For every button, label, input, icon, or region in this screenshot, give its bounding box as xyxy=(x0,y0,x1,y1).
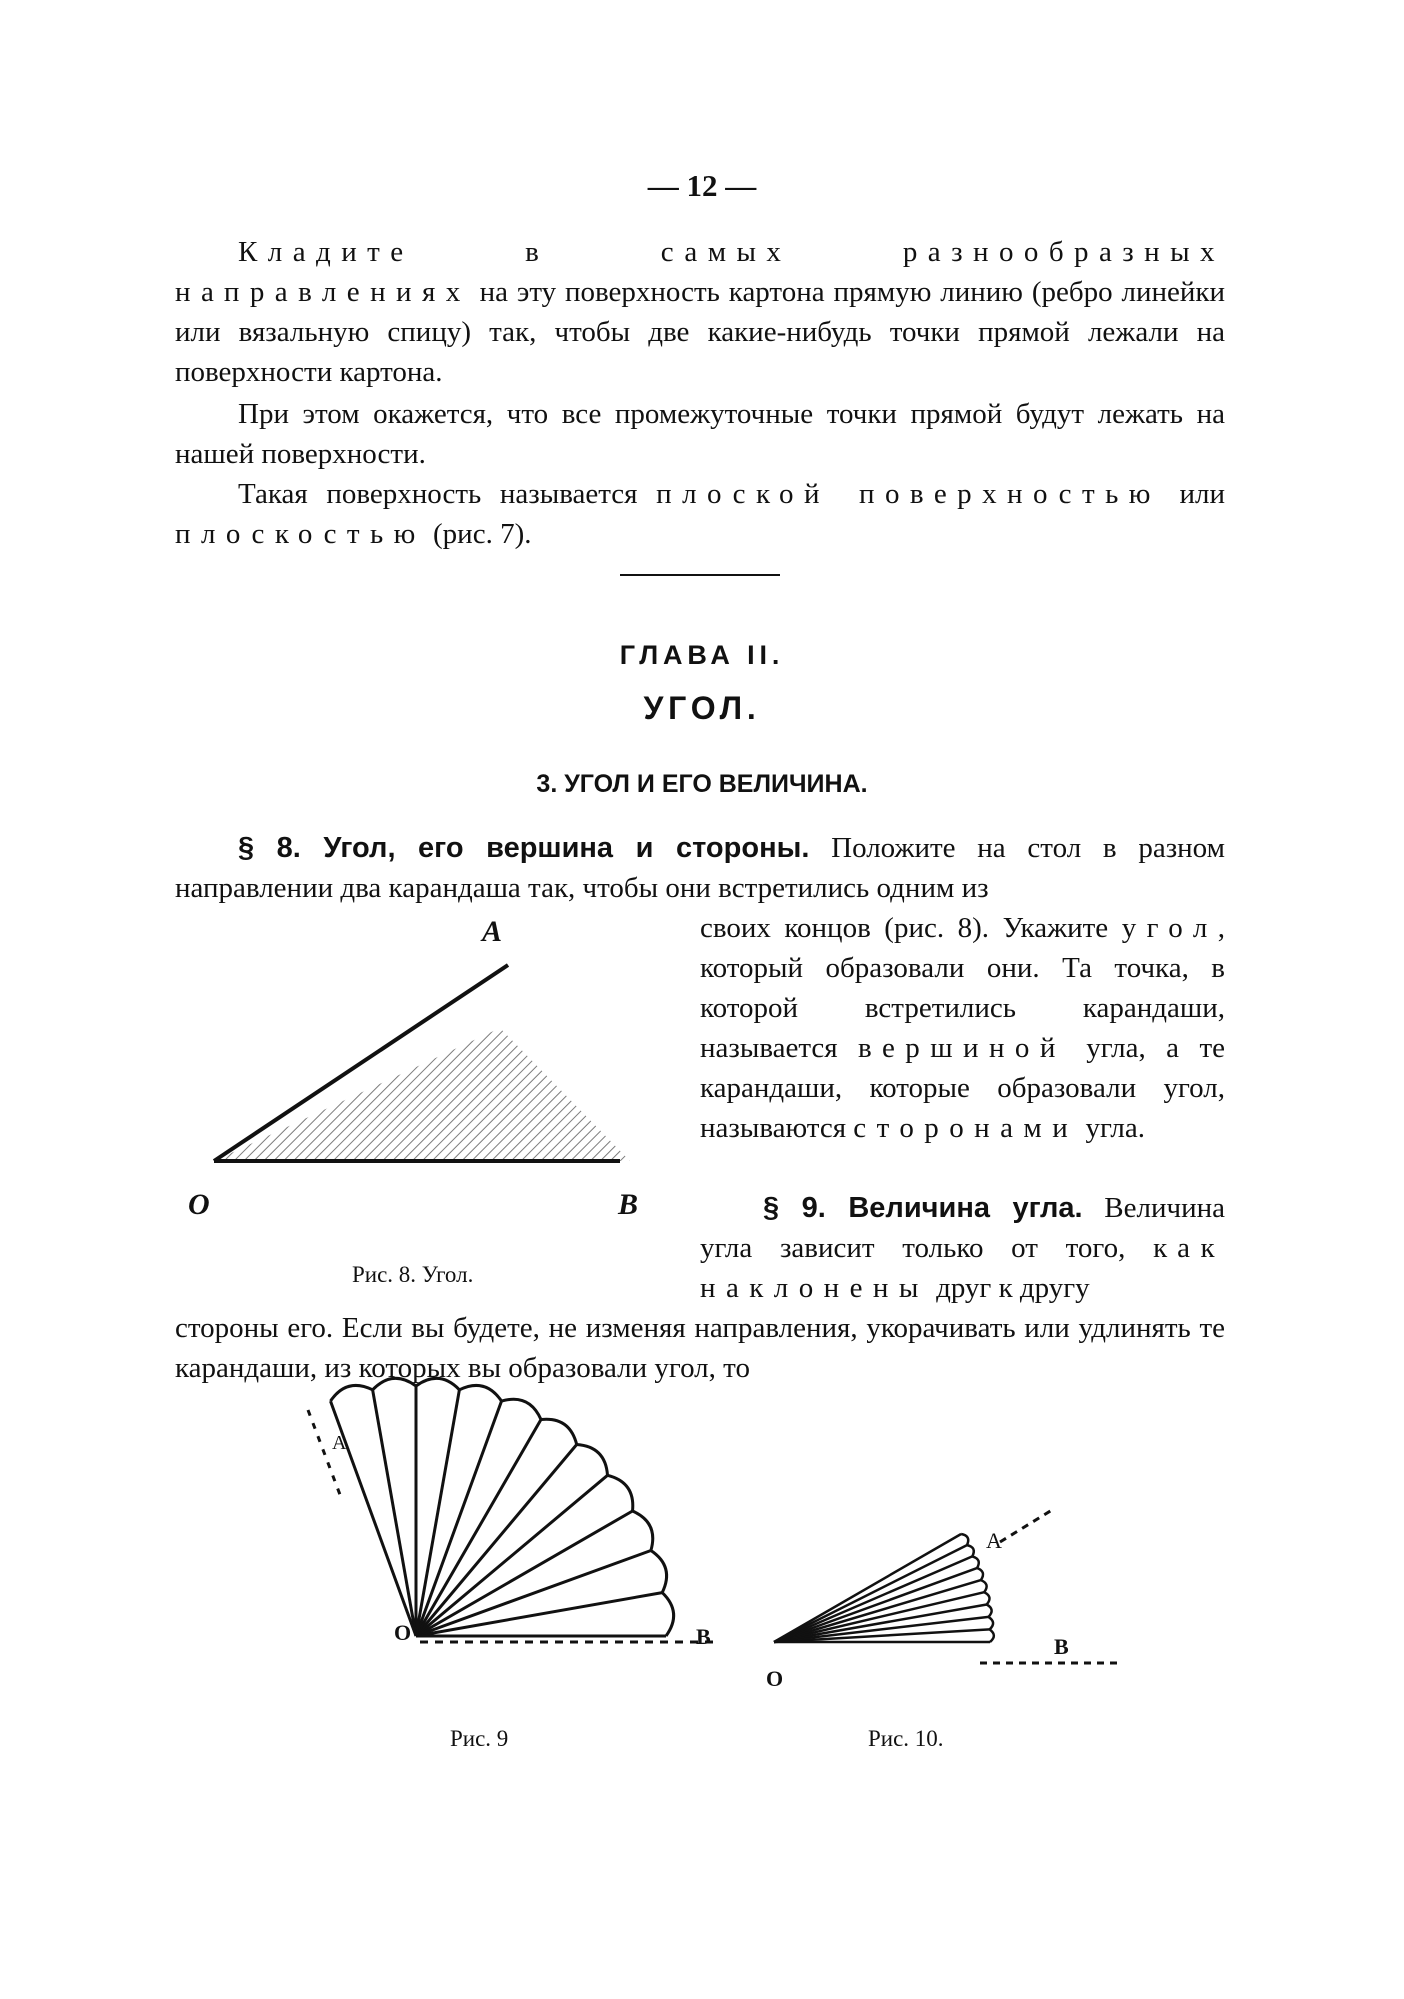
term-inclined: как наклонены xyxy=(700,1232,1225,1304)
paragraph-text: или xyxy=(1160,478,1225,510)
page-number: — 12 — xyxy=(647,168,757,203)
fig9-label-o: O xyxy=(394,1620,412,1645)
fan-edge xyxy=(541,1419,577,1444)
fan-edge xyxy=(651,1551,667,1593)
fan-edge xyxy=(608,1475,633,1511)
fan-rib xyxy=(373,1390,416,1636)
fig10-label-o: O xyxy=(766,1666,784,1691)
label-a: A xyxy=(482,915,503,948)
angle-shading xyxy=(214,1028,630,1161)
paragraph-text: угла. xyxy=(1078,1112,1145,1144)
paragraph-9-wrapped xyxy=(700,1188,1225,1308)
intro-paragraph-1 xyxy=(175,232,1225,392)
fan-edge xyxy=(977,1568,983,1580)
chapter-number: ГЛАВА II. xyxy=(619,640,785,670)
fan-edge xyxy=(662,1593,673,1636)
fan-edge xyxy=(577,1445,608,1476)
fan-edge xyxy=(502,1399,542,1419)
paragraph-9-continued: стороны его. Если вы будете, не изменяя направления, укорачивать или удлинять те карандаши, из которых вы образовали угол, то xyxy=(175,1312,1225,1384)
fan-edge xyxy=(981,1580,987,1592)
paragraph-text: Положите на стол в разном направлении два карандаша так, чтобы они встретились одним из xyxy=(175,832,1225,904)
paragraph-text: своих концов (рис. 8). Укажите xyxy=(700,912,1122,944)
paragraph-text: угла, а те карандаши, которые образовали угол, называются xyxy=(700,1032,1225,1144)
fan-edge xyxy=(987,1605,992,1617)
figure-10-caption: Рис. 10. xyxy=(868,1726,944,1751)
term-angle: угол xyxy=(1121,912,1218,944)
term-plane-surface: плоской поверхностью xyxy=(656,478,1161,510)
extension-line xyxy=(1000,1510,1052,1542)
paragraph-text: на эту поверхность картона прямую линию (ребро линейки или вязальную спицу) так, чтобы две какие-нибудь точки прямой лежали на поверхности картона. xyxy=(175,276,1225,388)
term-plane: плоскостью xyxy=(175,518,426,550)
term-sides: сторонами xyxy=(853,1112,1079,1144)
label-o: O xyxy=(188,1188,210,1221)
spaced-text: Кладите в самых разнообразных направлениях xyxy=(175,236,1225,308)
fig9-label-b: B xyxy=(696,1624,711,1649)
figure-8-caption: Рис. 8. Угол. xyxy=(352,1262,474,1287)
paragraph-8-wrapped xyxy=(700,908,1225,1148)
fan-rib xyxy=(774,1592,984,1642)
fan-edge xyxy=(990,1629,994,1642)
fan-edge xyxy=(633,1511,653,1551)
chapter-title: УГОЛ. xyxy=(643,690,761,726)
term-vertex: вершиной xyxy=(858,1032,1066,1064)
paragraph-text: , который образовали они. Та точка, в которой встретились карандаши, называется xyxy=(700,912,1225,1064)
fan-edge xyxy=(989,1617,994,1630)
fan-edge xyxy=(972,1556,978,1568)
paragraph-text: (рис. 7). xyxy=(425,518,532,550)
fan-edge xyxy=(984,1592,989,1604)
figure-9-fan xyxy=(300,1400,720,1730)
fan-edge xyxy=(961,1534,968,1545)
figure-9-caption: Рис. 9 xyxy=(450,1726,509,1751)
paragraph-text: друг к другу xyxy=(928,1272,1090,1304)
figure-8-angle xyxy=(170,930,690,1230)
paragraph-heading: § 9. Величина угла. xyxy=(763,1192,1083,1224)
paragraph-8-intro xyxy=(175,828,1225,908)
extension-line xyxy=(308,1410,342,1500)
paragraph-text: Величина угла зависит только от того, xyxy=(700,1192,1226,1264)
paragraph-heading: § 8. Угол, его вершина и стороны. xyxy=(238,832,810,864)
intro-paragraph-3 xyxy=(175,474,1225,554)
fig9-label-a: A xyxy=(332,1432,347,1454)
fan-edge xyxy=(967,1545,974,1556)
fig10-label-a: A xyxy=(986,1528,1002,1553)
section-title: 3. УГОЛ И ЕГО ВЕЛИЧИНА. xyxy=(536,770,868,798)
paragraph-text: Такая поверхность называется xyxy=(238,478,657,510)
section-divider xyxy=(620,574,780,576)
intro-paragraph-2: При этом окажется, что все промежуточные точки прямой будут лежать на нашей поверхности. xyxy=(175,398,1225,470)
fig10-label-b: B xyxy=(1054,1634,1069,1659)
label-b: B xyxy=(618,1188,639,1221)
